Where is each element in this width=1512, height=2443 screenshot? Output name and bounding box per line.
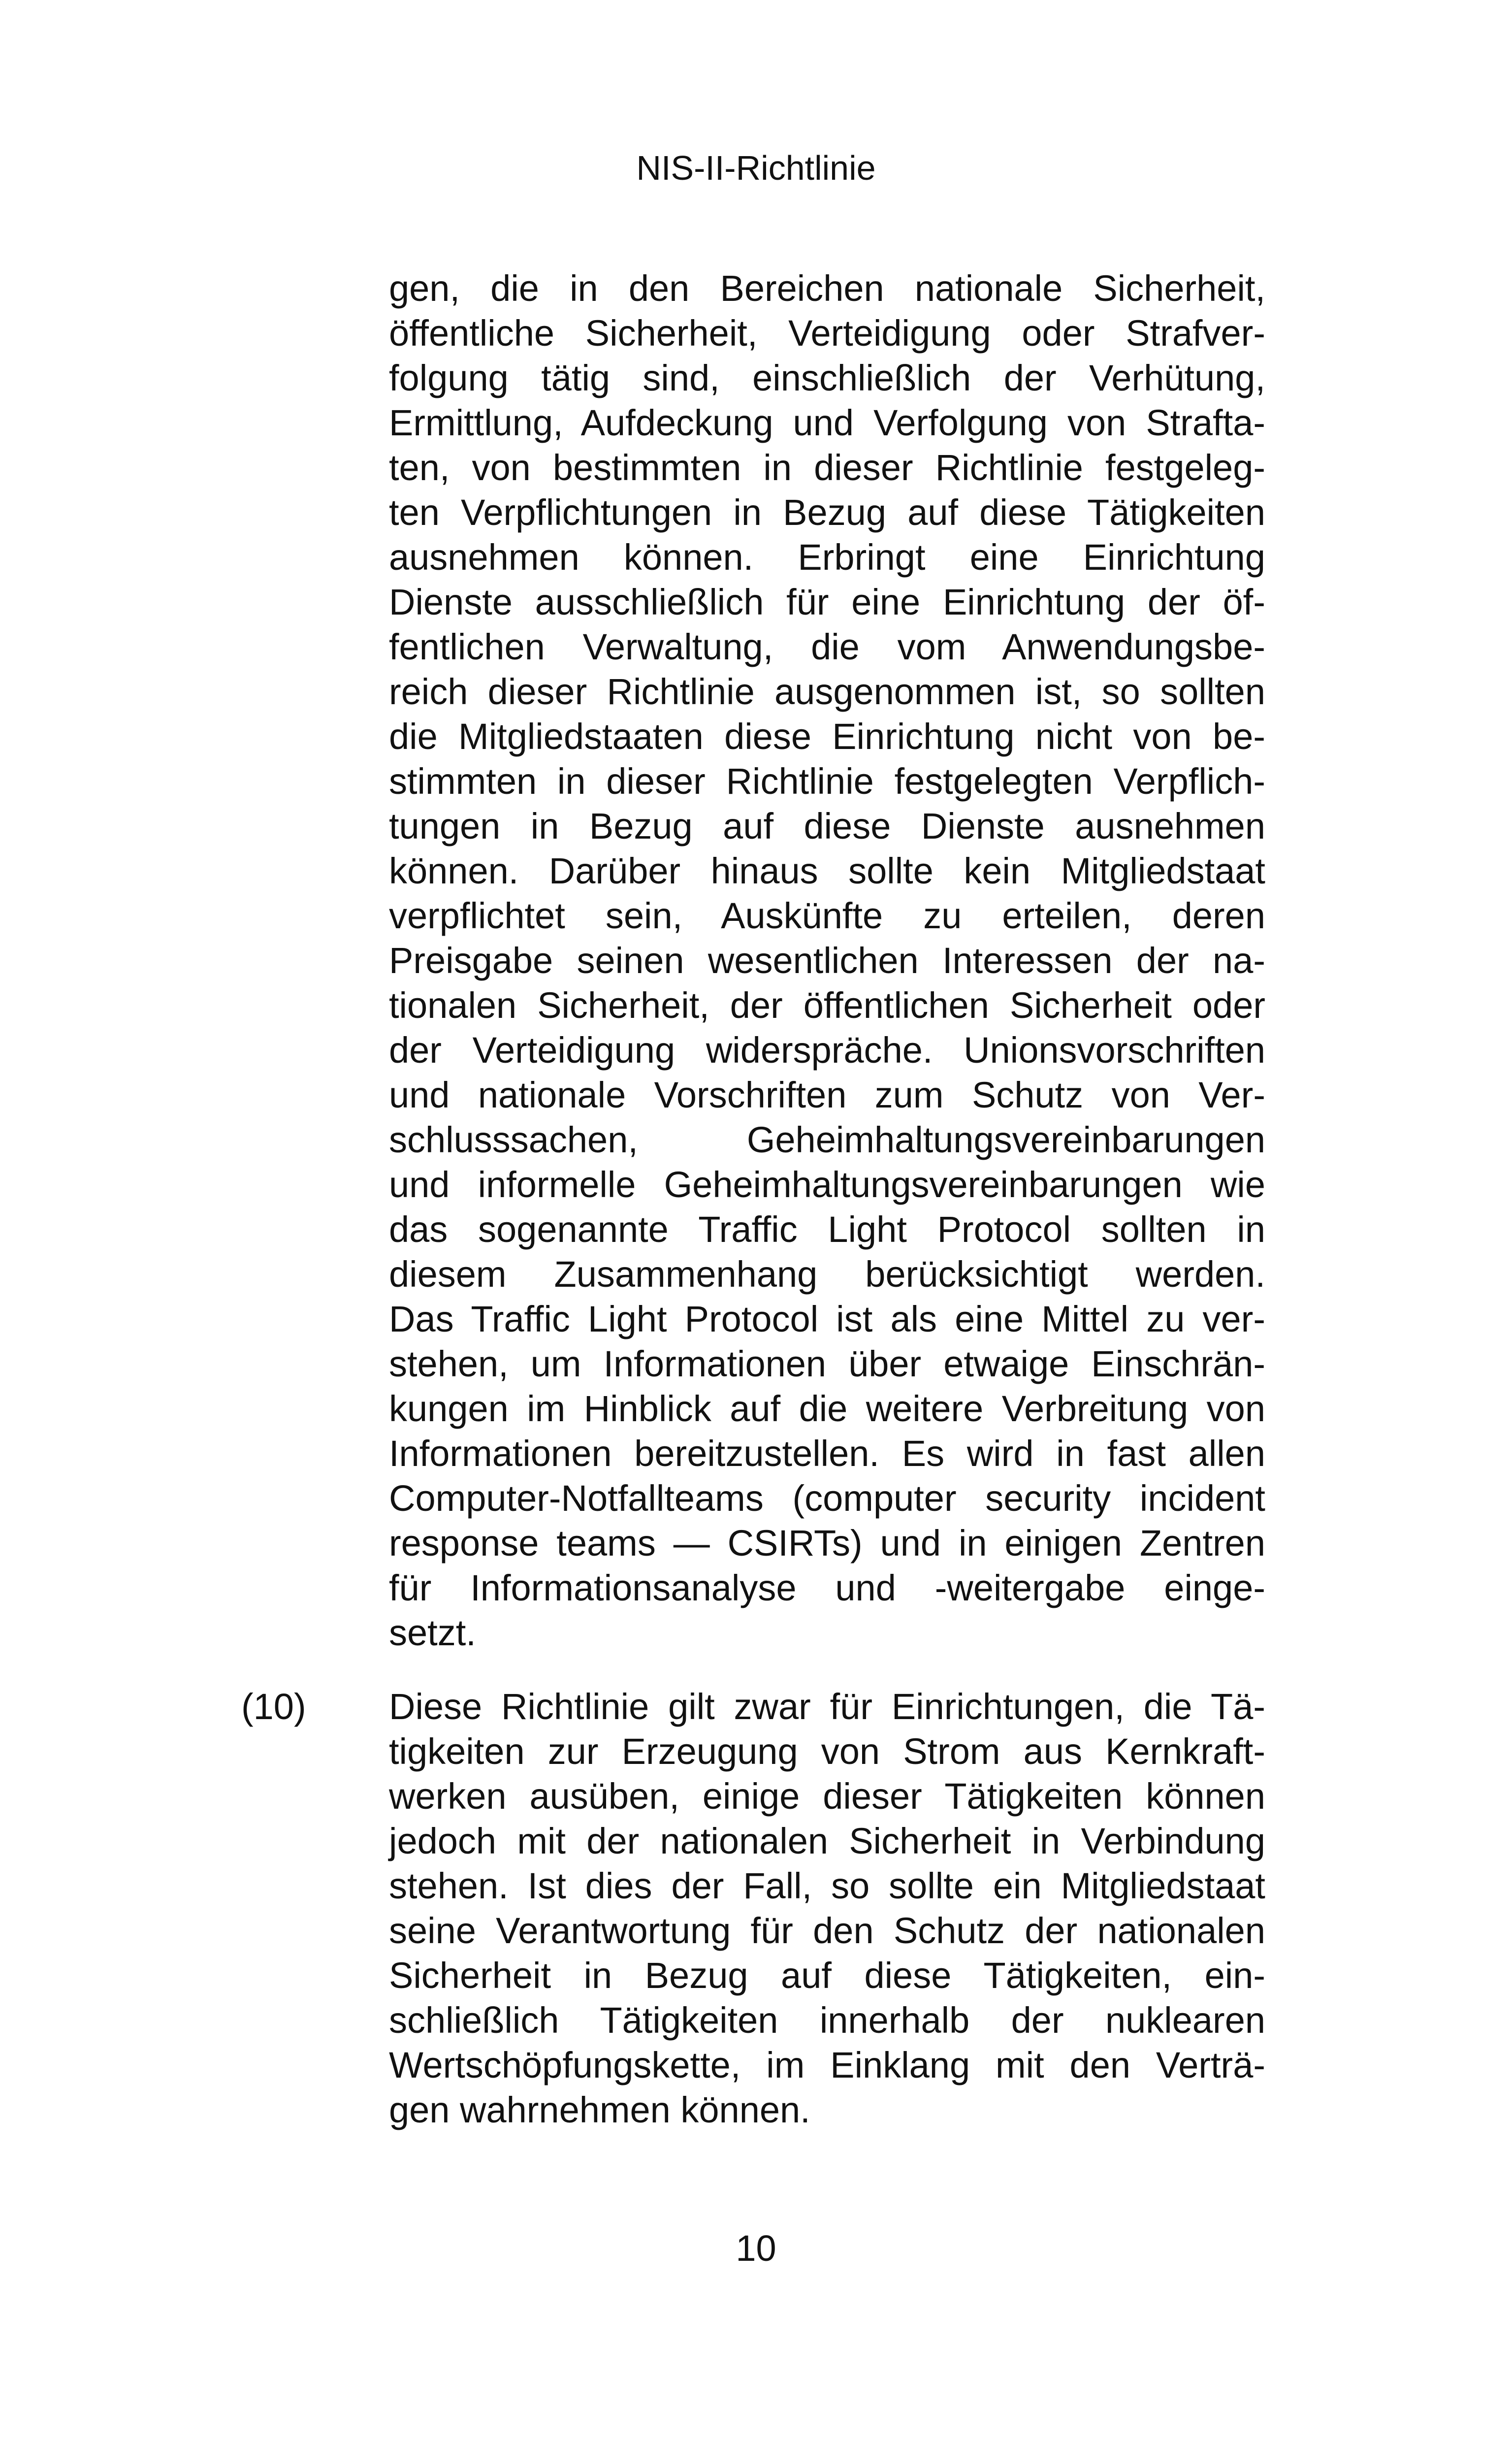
paragraph-text xyxy=(389,266,1265,1655)
text-line: gen, die in den Bereichen nationale Sicherheit, xyxy=(389,268,1265,309)
text-line: ausnehmen können. Erbringt eine Einrichtung xyxy=(389,537,1265,578)
text-line: fentlichen Verwaltung, die vom Anwendungsbe- xyxy=(389,626,1265,667)
text-line: Dienste ausschließlich für eine Einrichtung der öf- xyxy=(389,582,1265,622)
text-line: stimmten in dieser Richtlinie festgelegten Verpflich- xyxy=(389,761,1265,802)
text-line: Informationen bereitzustellen. Es wird in fast allen xyxy=(389,1433,1265,1474)
text-line: Wertschöpfungskette, im Einklang mit den Verträ- xyxy=(389,2045,1265,2085)
text-line: Preisgabe seinen wesentlichen Interessen der na- xyxy=(389,940,1265,981)
text-line: und nationale Vorschriften zum Schutz von Ver- xyxy=(389,1075,1265,1115)
text-line: und informelle Geheimhaltungsvereinbarungen wie xyxy=(389,1164,1265,1205)
text-line: diesem Zusammenhang berücksichtigt werden. xyxy=(389,1254,1265,1295)
paragraph-number: (10) xyxy=(241,1686,306,1727)
text-line: seine Verantwortung für den Schutz der nationalen xyxy=(389,1910,1265,1951)
text-line: der Verteidigung widerspräche. Unionsvorschriften xyxy=(389,1030,1265,1071)
text-line: ten, von bestimmten in dieser Richtlinie festgeleg- xyxy=(389,447,1265,488)
text-line: setzt. xyxy=(389,1612,476,1653)
text-line: reich dieser Richtlinie ausgenommen ist, so sollten xyxy=(389,671,1265,712)
text-line: schlusssachen, Geheimhaltungsvereinbarungen xyxy=(389,1119,1265,1160)
paragraph-continuation xyxy=(389,266,1265,1655)
text-line: ten Verpflichtungen in Bezug auf diese Tätigkeiten xyxy=(389,492,1265,533)
paragraph-text xyxy=(389,1684,1265,2132)
running-header: NIS-II-Richtlinie xyxy=(636,149,876,187)
text-line: tigkeiten zur Erzeugung von Strom aus Kernkraft- xyxy=(389,1731,1265,1772)
paragraph-10 xyxy=(389,1684,1265,2132)
text-line: die Mitgliedstaaten diese Einrichtung nicht von be- xyxy=(389,716,1265,757)
text-line: Ermittlung, Aufdeckung und Verfolgung von Strafta- xyxy=(389,402,1265,443)
text-line: folgung tätig sind, einschließlich der Verhütung, xyxy=(389,358,1265,398)
text-line: das sogenannte Traffic Light Protocol sollten in xyxy=(389,1209,1265,1250)
text-line: kungen im Hinblick auf die weitere Verbreitung von xyxy=(389,1388,1265,1429)
text-line: werken ausüben, einige dieser Tätigkeiten können xyxy=(389,1776,1265,1817)
text-line: Das Traffic Light Protocol ist als eine Mittel zu ver- xyxy=(389,1299,1265,1339)
text-line: öffentliche Sicherheit, Verteidigung oder Strafver- xyxy=(389,313,1265,354)
text-line: Computer-Notfallteams (computer security incident xyxy=(389,1478,1265,1519)
text-line: Sicherheit in Bezug auf diese Tätigkeiten, ein- xyxy=(389,1955,1265,1996)
text-line: Diese Richtlinie gilt zwar für Einrichtungen, die Tä- xyxy=(389,1686,1265,1727)
page-number: 10 xyxy=(736,2228,776,2269)
text-line: tionalen Sicherheit, der öffentlichen Sicherheit oder xyxy=(389,985,1265,1026)
text-line: jedoch mit der nationalen Sicherheit in Verbindung xyxy=(389,1821,1265,1861)
text-line: response teams — CSIRTs) und in einigen Zentren xyxy=(389,1523,1265,1564)
text-line: tungen in Bezug auf diese Dienste ausnehmen xyxy=(389,806,1265,847)
text-line: verpflichtet sein, Auskünfte zu erteilen, deren xyxy=(389,895,1265,936)
text-line: können. Darüber hinaus sollte kein Mitgliedstaat xyxy=(389,850,1265,891)
text-line: stehen. Ist dies der Fall, so sollte ein Mitgliedstaat xyxy=(389,1865,1265,1906)
text-line: schließlich Tätigkeiten innerhalb der nuklearen xyxy=(389,2000,1265,2041)
text-line: stehen, um Informationen über etwaige Einschrän- xyxy=(389,1343,1265,1384)
text-line: gen wahrnehmen können. xyxy=(389,2089,810,2130)
text-line: für Informationsanalyse und -weitergabe einge- xyxy=(389,1567,1265,1608)
